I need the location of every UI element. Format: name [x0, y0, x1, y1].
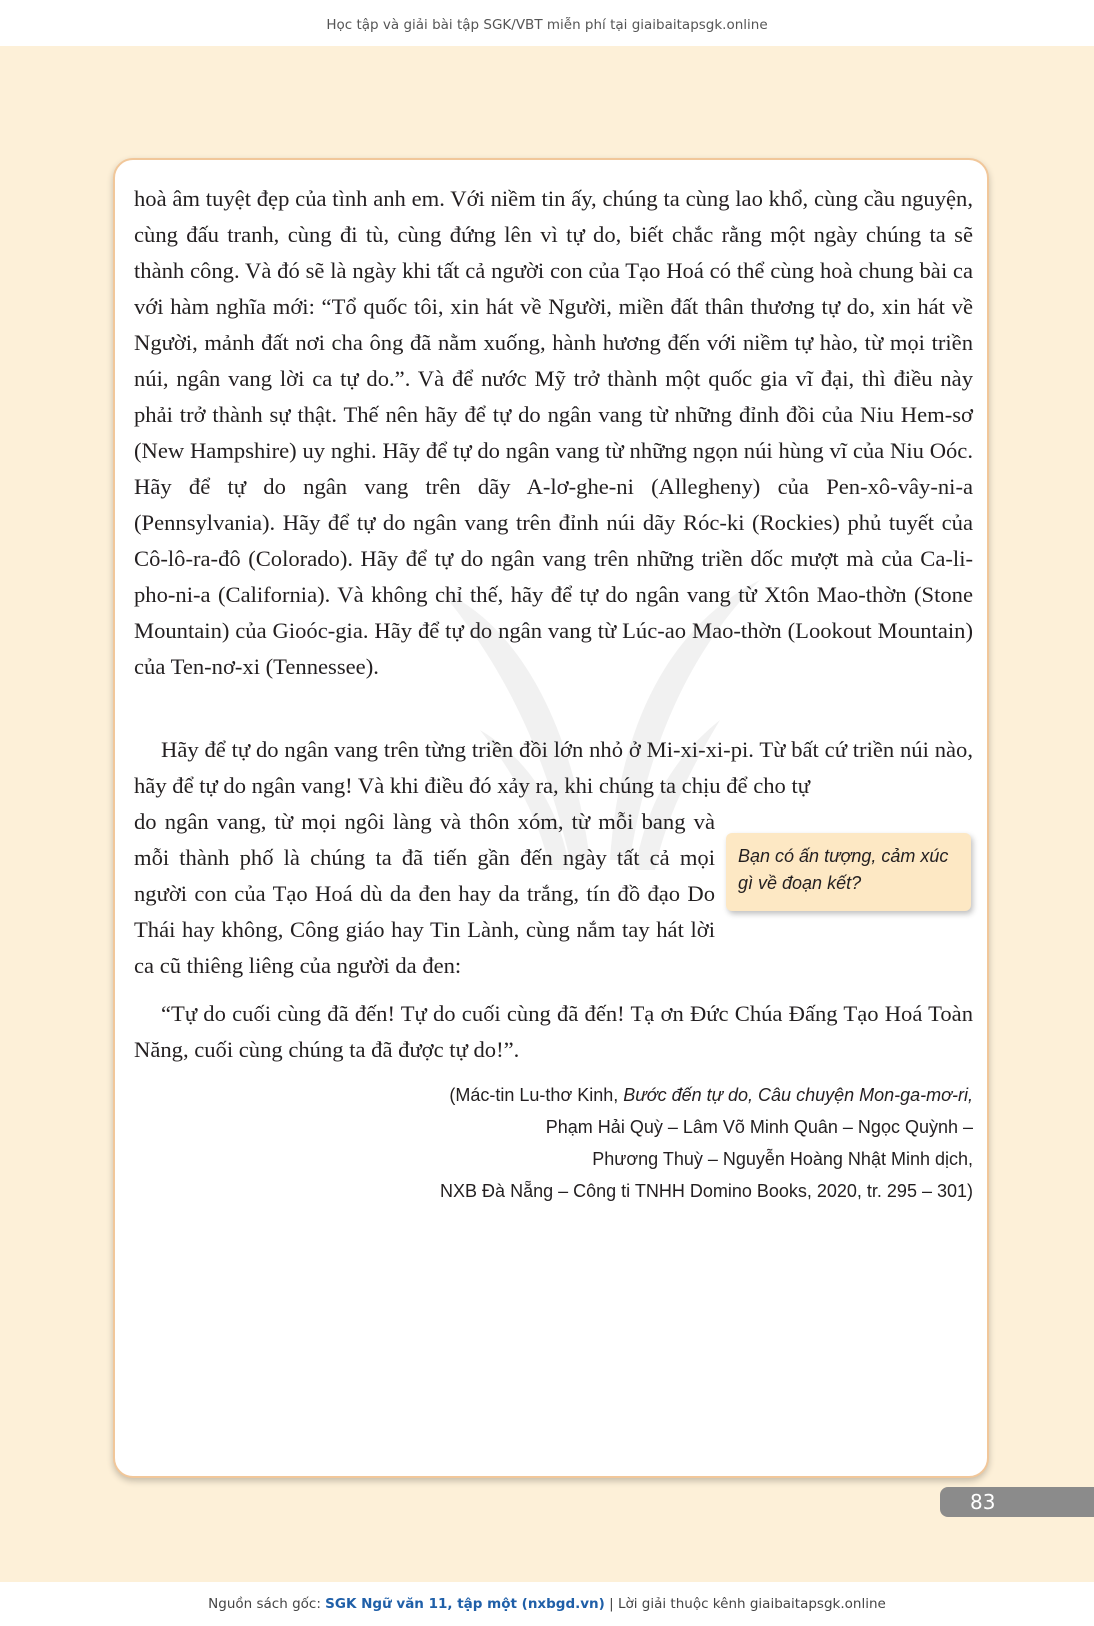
paragraph-1: hoà âm tuyệt đẹp của tình anh em. Với niềm tin ấy, chúng ta cùng lao khổ, cùng cầu nguyện, cùng đấu tranh, cùng đi tù, cùng đứng lên vì tự do, biết chắc rằng một ngày chúng ta sẽ thành công. Và đó sẽ là ngày khi tất cả người con của Tạo Hoá có thể cùng hoà chung bài ca với hàm nghĩa mới: “Tổ quốc tôi, xin hát về Người, miền đất thân thương tự do, xin hát về Người, mảnh đất nơi cha ông đã nằm xuống, hành hương đến với niềm tự hào, từ mọi triền núi, ngân vang lời ca tự do.”. Và để nước Mỹ trở thành một quốc gia vĩ đại, thì điều này phải trở thành sự thật. Thế nên hãy để tự do ngân vang từ những đỉnh đồi của Niu Hem-sơ (New Hampshire) uy nghi. Hãy để tự do ngân vang từ những ngọn núi hùng vĩ của Niu Oóc. Hãy để tự do ngân vang trên dãy A-lơ-ghe-ni (Allegheny) của Pen-xô-vây-ni-a (Pennsylvania). Hãy để tự do ngân vang trên đỉnh núi dãy Róc-ki (Rockies) phủ tuyết của Cô-lô-ra-đô (Colorado). Hãy để tự do ngân vang trên những triền dốc mượt mà của Ca-li-pho-ni-a (California). Và không chỉ thế, hãy để tự do ngân vang từ Xtôn Mao-thờn (Stone Mountain) của Gioóc-gia. Hãy để tự do ngân vang từ Lúc-ao Mao-thờn (Lookout Mountain) của Ten-nơ-xi (Tennessee).	[134, 186, 973, 679]
top-banner	[0, 0, 1094, 46]
footer-source-link[interactable]: SGK Ngữ văn 11, tập một (nxbgd.vn)	[325, 1596, 605, 1612]
footer-bar	[0, 1582, 1094, 1626]
source-citation	[333, 1079, 973, 1207]
reflection-callout	[726, 833, 971, 911]
paragraph-2-continued: do ngân vang, từ mọi ngôi làng và thôn xóm, từ mỗi bang và mỗi thành phố là chúng ta đã tiến gần đến ngày tất cả mọi người con của Tạo Hoá dù da đen hay da trắng, tín đồ đạo Do Thái hay không, Công giáo hay Tin Lành, cùng nắm tay hát lời ca cũ thiêng liêng của người da đen:	[134, 809, 715, 978]
closing-quote: “Tự do cuối cùng đã đến! Tự do cuối cùng đã đến! Tạ ơn Đức Chúa Đấng Tạo Hoá Toàn Năng, cuối cùng chúng ta đã được tự do!”.	[134, 1001, 973, 1062]
paragraph-2-full-width: Hãy để tự do ngân vang trên từng triền đồi lớn nhỏ ở Mi-xi-xi-pi. Từ bất cứ triền núi nào, hãy để tự do ngân vang! Và khi điều đó xảy ra, khi chúng ta chịu để cho tự	[134, 737, 973, 798]
callout-text: Bạn có ấn tượng, cảm xúc gì về đoạn kết?	[738, 846, 949, 893]
top-banner-text: Học tập và giải bài tập SGK/VBT miễn phí tại giaibaitapsgk.online	[326, 17, 768, 33]
citation-line-4: NXB Đà Nẵng – Công ti TNHH Domino Books, 2020, tr. 295 – 301)	[440, 1181, 973, 1201]
citation-line-2: Phạm Hải Quỳ – Lâm Võ Minh Quân – Ngọc Quỳnh –	[545, 1117, 973, 1137]
footer-prefix: Nguồn sách gốc:	[208, 1596, 326, 1612]
page-number: 83	[940, 1487, 1094, 1517]
citation-author: (Mác-tin Lu-thơ Kinh,	[449, 1085, 624, 1105]
citation-line-1	[333, 1079, 973, 1111]
citation-line-3: Phương Thuỳ – Nguyễn Hoàng Nhật Minh dịch,	[592, 1149, 973, 1169]
citation-book-title: Bước đến tự do, Câu chuyện Mon-ga-mơ-ri,	[623, 1085, 973, 1105]
footer-suffix: | Lời giải thuộc kênh giaibaitapsgk.online	[604, 1596, 886, 1612]
